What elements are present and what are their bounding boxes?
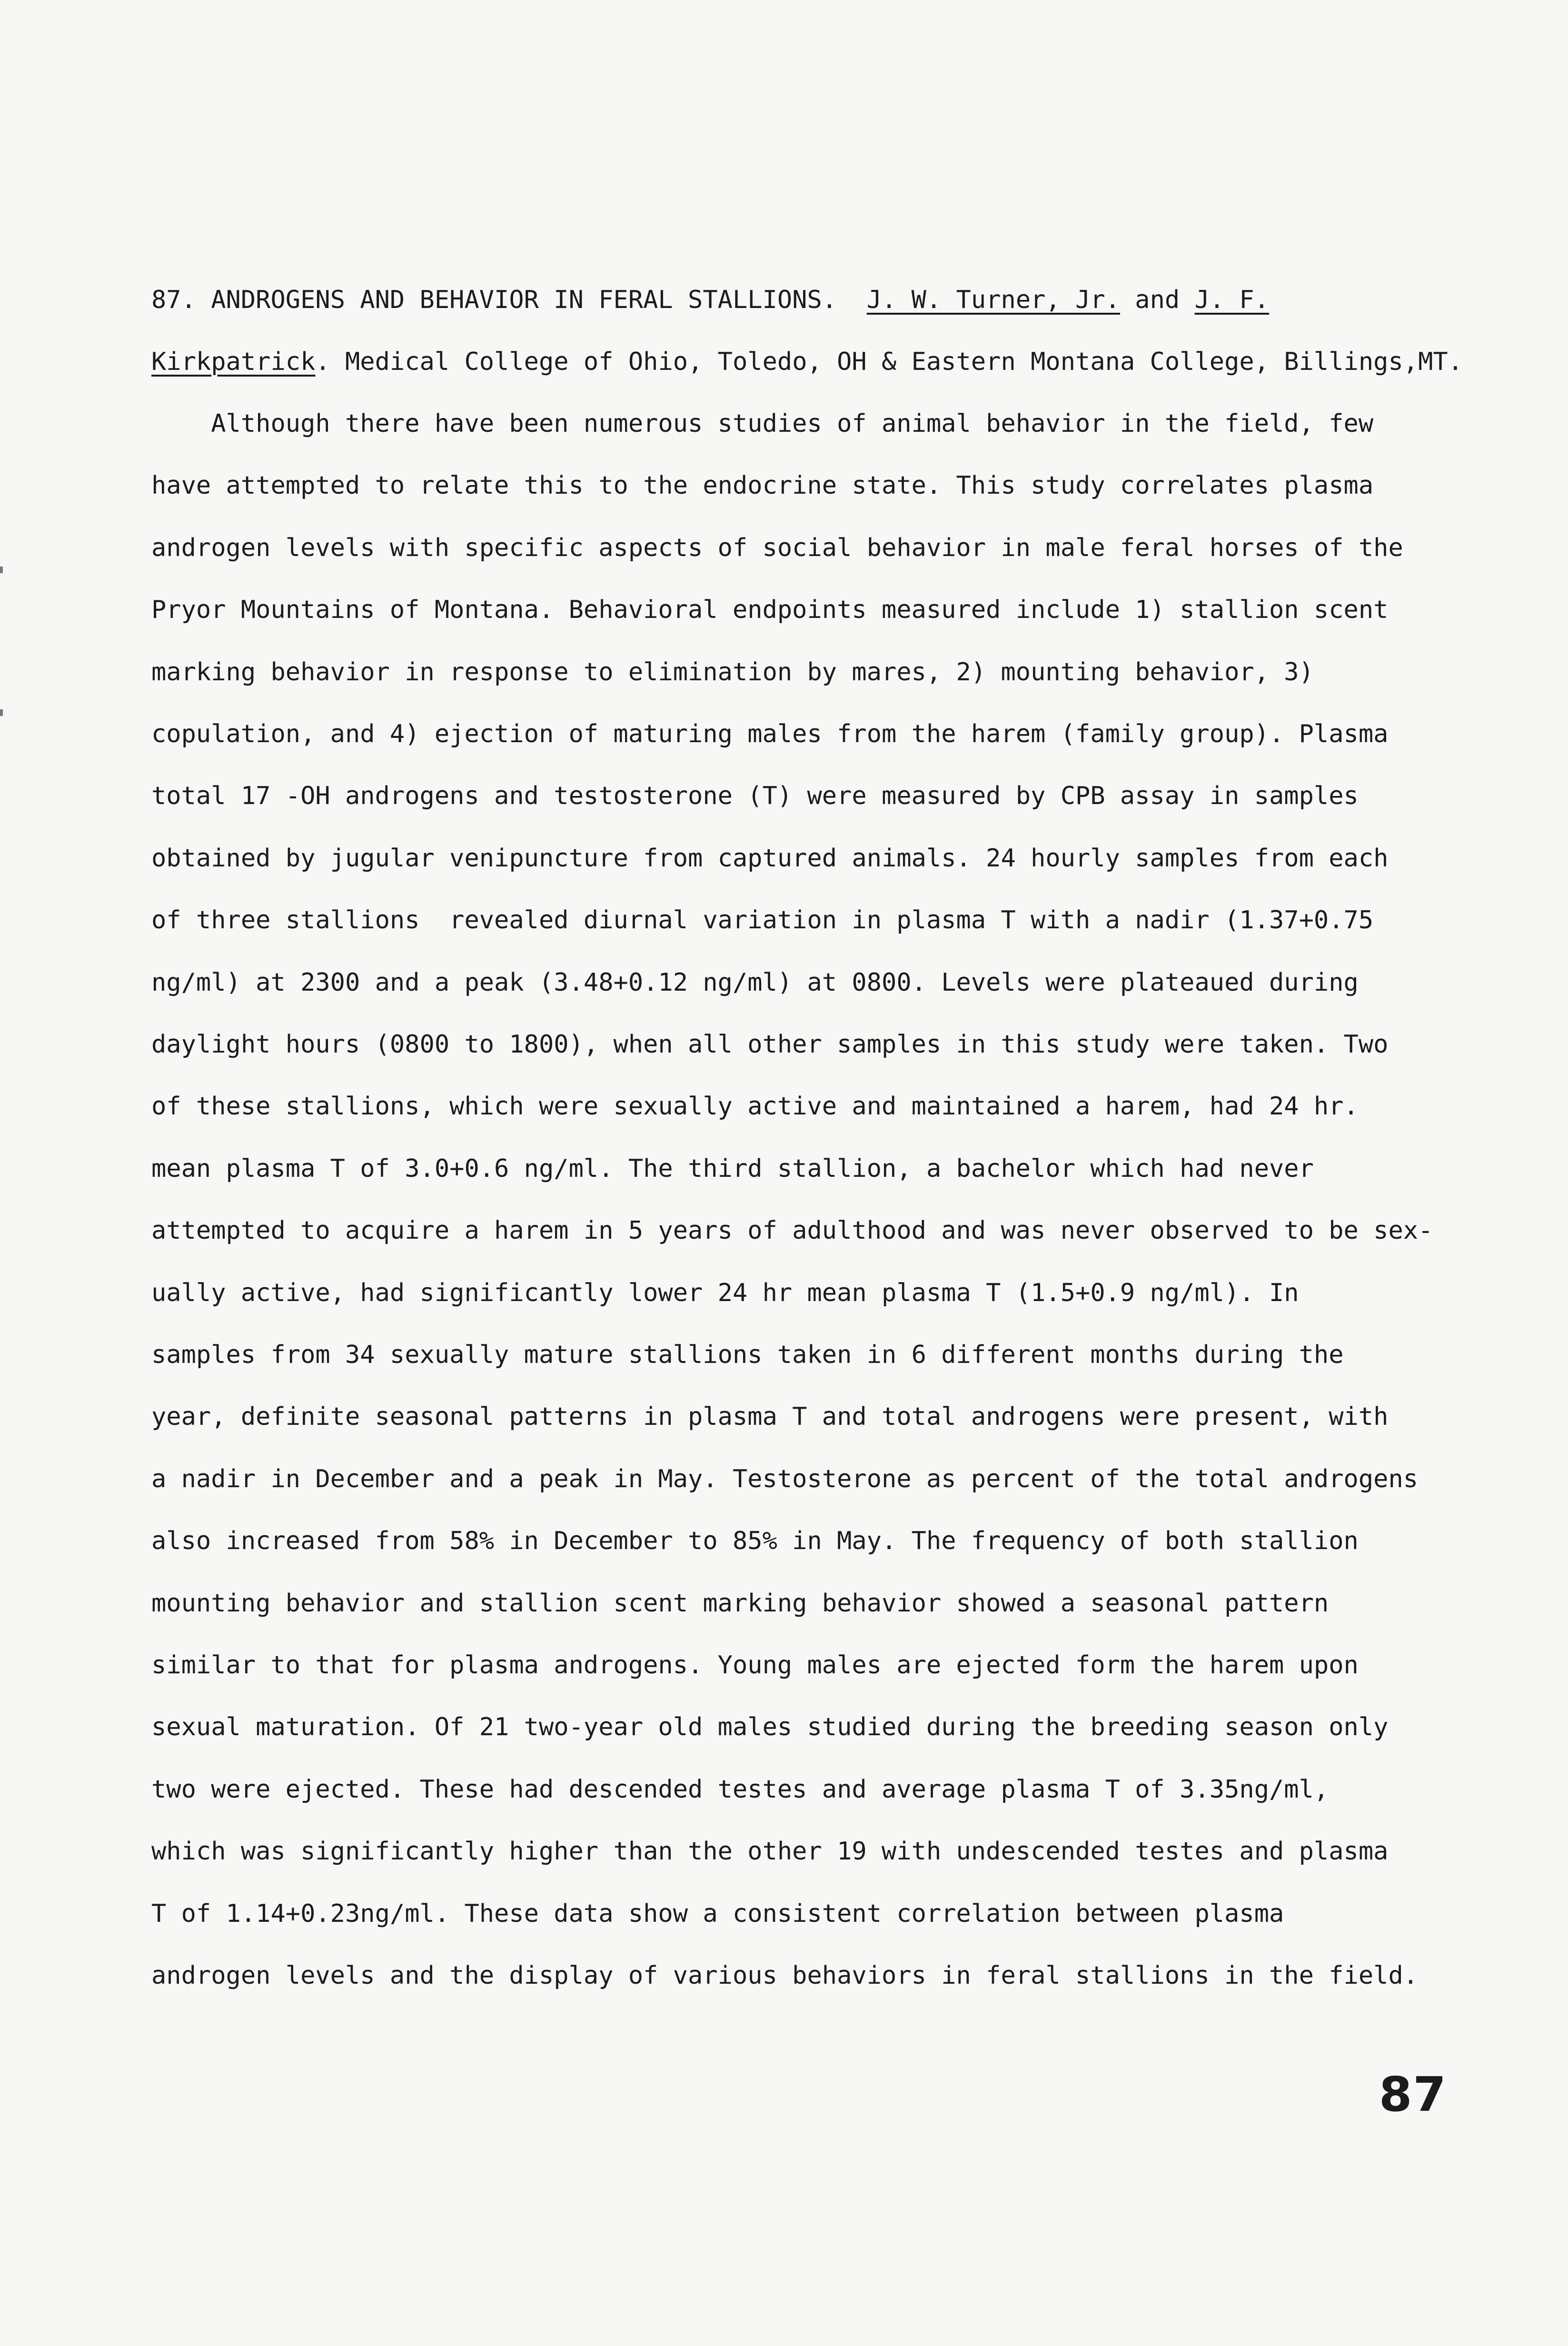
abstract-body-line: obtained by jugular venipuncture from captured animals. 24 hourly samples from each [151, 844, 1389, 873]
abstract-body-line: two were ejected. These had descended testes and average plasma T of 3.35ng/ml, [151, 1775, 1329, 1804]
abstract-body-line: androgen levels with specific aspects of social behavior in male feral horses of the [151, 534, 1403, 562]
abstract-body-line: have attempted to relate this to the endocrine state. This study correlates plasma [151, 471, 1374, 500]
author-1: J. W. Turner, Jr. [866, 286, 1120, 314]
abstract-body-line: T of 1.14+0.23ng/ml. These data show a consistent correlation between plasma [151, 1899, 1284, 1928]
abstract-body-line: of three stallions revealed diurnal variation in plasma T with a nadir (1.37+0.75 [151, 906, 1374, 934]
abstract-heading-line [151, 285, 1475, 315]
abstract-body-line: marking behavior in response to elimination by mares, 2) mounting behavior, 3) [151, 658, 1314, 686]
scan-edge-mark [0, 709, 3, 716]
abstract-body-line: ually active, had significantly lower 24 hr mean plasma T (1.5+0.9 ng/ml). In [151, 1279, 1299, 1307]
abstract-body-line: sexual maturation. Of 21 two-year old males studied during the breeding season only [151, 1713, 1389, 1741]
abstract-body-line: similar to that for plasma androgens. Young males are ejected form the harem upon [151, 1651, 1359, 1680]
abstract-body-line: a nadir in December and a peak in May. Testosterone as percent of the total androgens [151, 1465, 1419, 1493]
abstract-body-line: which was significantly higher than the other 19 with undescended testes and plasma [151, 1837, 1389, 1866]
abstract-title: ANDROGENS AND BEHAVIOR IN FERAL STALLIONS. [211, 286, 837, 314]
abstract-body-line: attempted to acquire a harem in 5 years of adulthood and was never observed to be sex- [151, 1216, 1433, 1245]
affiliations: Medical College of Ohio, Toledo, OH & Eastern Montana College, Billings,MT. [345, 348, 1463, 376]
author-2-surname: Kirkpatrick [151, 348, 316, 376]
author-conjunction: and [1135, 286, 1180, 314]
abstract-body-line: ng/ml) at 2300 and a peak (3.48+0.12 ng/ml) at 0800. Levels were plateaued during [151, 968, 1359, 997]
abstract-body-line: copulation, and 4) ejection of maturing males from the harem (family group). Plasma [151, 720, 1389, 748]
abstract-body-line: samples from 34 sexually mature stallions taken in 6 different months during the [151, 1341, 1344, 1369]
abstract-body-line: daylight hours (0800 to 1800), when all other samples in this study were taken. Two [151, 1030, 1389, 1059]
abstract-body-line: mounting behavior and stallion scent marking behavior showed a seasonal pattern [151, 1589, 1329, 1618]
abstract-body-line: also increased from 58% in December to 85% in May. The frequency of both stallion [151, 1527, 1359, 1555]
abstract-body-line: of these stallions, which were sexually active and maintained a harem, had 24 hr. [151, 1092, 1359, 1121]
abstract-body-line: androgen levels and the display of various behaviors in feral stallions in the field. [151, 1961, 1419, 1990]
abstract-body-line: year, definite seasonal patterns in plasma T and total androgens were present, with [151, 1402, 1389, 1431]
scan-edge-mark [0, 567, 3, 573]
abstract-affiliation-line: Kirkpatrick. Medical College of Ohio, Toledo, OH & Eastern Montana College, Billings,MT. [151, 348, 1463, 376]
abstract-body-line: Although there have been numerous studies of animal behavior in the field, few [151, 409, 1374, 438]
abstract-body-line: mean plasma T of 3.0+0.6 ng/ml. The third stallion, a bachelor which had never [151, 1154, 1314, 1183]
abstract-number: 87. [151, 286, 196, 314]
abstract-body-line: total 17 -OH androgens and testosterone (T) were measured by CPB assay in samples [151, 782, 1359, 810]
author-2-initials: J. F. [1194, 286, 1270, 314]
abstract-body-line: Pryor Mountains of Montana. Behavioral endpoints measured include 1) stallion scent [151, 596, 1389, 624]
page-number: 87 [1379, 2067, 1447, 2122]
